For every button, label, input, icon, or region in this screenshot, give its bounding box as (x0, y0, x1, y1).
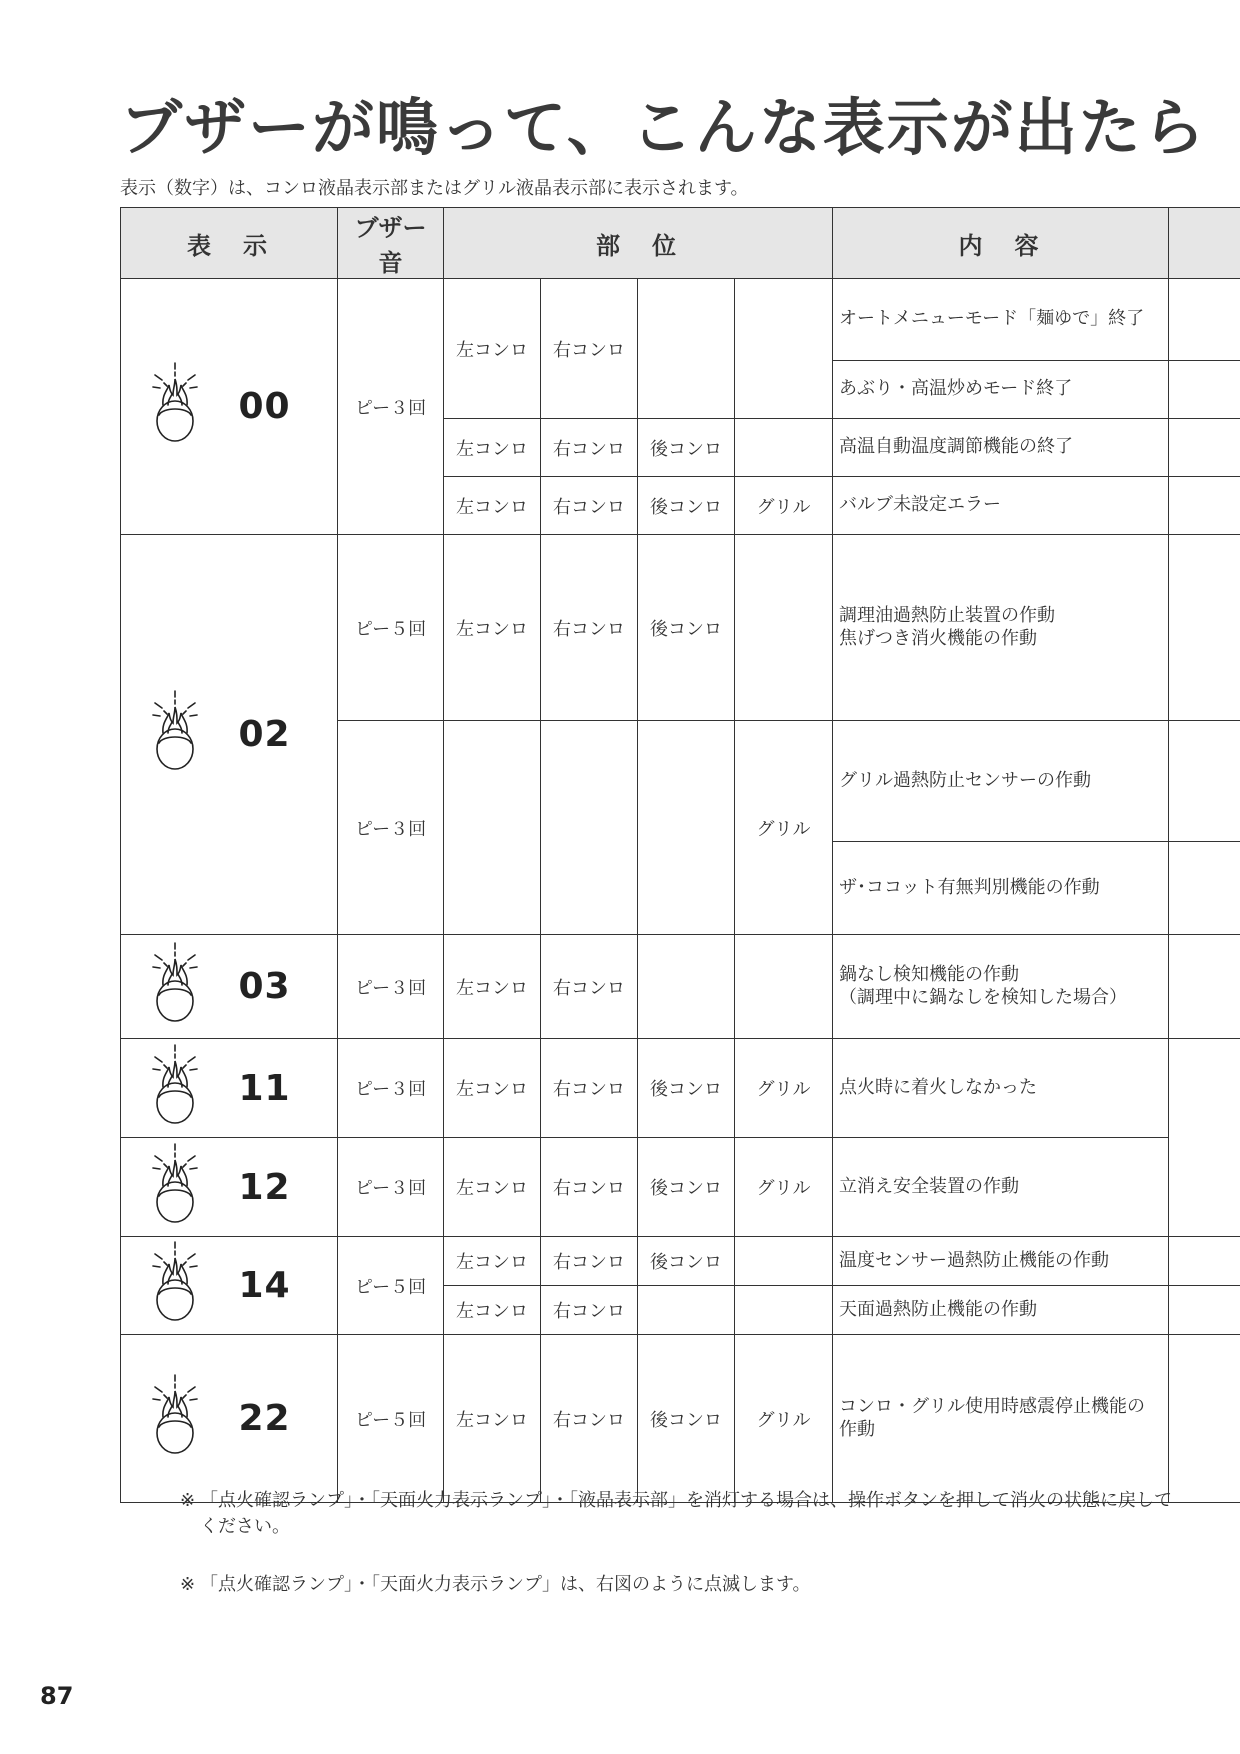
blinking-flame-lamp-icon (149, 1043, 201, 1129)
part-cell: 左コンロ (444, 279, 541, 419)
error-code: 22 (229, 1335, 338, 1503)
error-code: 00 (229, 279, 338, 535)
content-cell: 立消え安全装置の作動 (833, 1138, 1169, 1237)
lamp-cell (121, 279, 229, 535)
footnote-text: 「点火確認ランプ」・「天面火力表示ランプ」・「液晶表示部」を消灯する場合は、操作ボタンを押して消火の状態に戻してください。 (200, 1490, 1172, 1538)
page-title: ブザーが鳴って、こんな表示が出たら (120, 91, 1207, 164)
blinking-flame-lamp-icon (149, 1240, 201, 1326)
header-display: 表 示 (121, 208, 338, 279)
part-cell: 後コンロ (638, 477, 735, 535)
part-cell: 後コンロ (638, 1039, 735, 1138)
header-buzzer: ブザー音 (338, 208, 444, 279)
part-cell: 左コンロ (444, 477, 541, 535)
footnote-mark: ※ (180, 1574, 196, 1595)
part-cell: 左コンロ (444, 419, 541, 477)
part-cell: グリル (735, 721, 833, 935)
content-cell: バルブ未設定エラー (833, 477, 1169, 535)
part-cell (638, 279, 735, 419)
buzzer-cell: ピー５回 (338, 1335, 444, 1503)
buzzer-cell: ピー３回 (338, 1138, 444, 1237)
part-cell: グリル (735, 1039, 833, 1138)
part-cell (735, 279, 833, 419)
extra-cell (1169, 1286, 1240, 1335)
error-code: 03 (229, 935, 338, 1039)
extra-cell (1169, 1335, 1240, 1503)
part-cell: 左コンロ (444, 1039, 541, 1138)
content-cell: 高温自動温度調節機能の終了 (833, 419, 1169, 477)
part-cell: グリル (735, 477, 833, 535)
part-cell: 後コンロ (638, 419, 735, 477)
extra-cell (1169, 477, 1240, 535)
table-row (121, 1039, 1240, 1138)
part-cell: 後コンロ (638, 1138, 735, 1237)
content-cell: あぶり・高温炒めモード終了 (833, 361, 1169, 419)
part-cell: 右コンロ (541, 419, 638, 477)
table-header-row (121, 208, 1240, 279)
part-cell: 右コンロ (541, 279, 638, 419)
lamp-cell (121, 935, 229, 1039)
header-content: 内 容 (833, 208, 1169, 279)
part-cell (638, 935, 735, 1039)
lamp-cell (121, 535, 229, 935)
part-cell: 右コンロ (541, 535, 638, 721)
part-cell: 右コンロ (541, 935, 638, 1039)
header-extra (1169, 208, 1240, 279)
buzzer-cell: ピー３回 (338, 721, 444, 935)
error-code: 11 (229, 1039, 338, 1138)
part-cell: 左コンロ (444, 935, 541, 1039)
lamp-cell (121, 1138, 229, 1237)
part-cell: 右コンロ (541, 1138, 638, 1237)
blinking-flame-lamp-icon (149, 1142, 201, 1228)
footnote (180, 1572, 1180, 1598)
content-cell: 鍋なし検知機能の作動 （調理中に鍋なしを検知した場合） (833, 935, 1169, 1039)
footnote (180, 1488, 1180, 1540)
table-row (121, 1237, 1240, 1286)
part-cell: 後コンロ (638, 535, 735, 721)
content-cell: ザ･ココット有無判別機能の作動 (833, 842, 1169, 935)
error-code-table (120, 207, 1240, 1503)
error-code: 02 (229, 535, 338, 935)
extra-cell (1169, 721, 1240, 842)
part-cell (638, 1286, 735, 1335)
part-cell: 右コンロ (541, 1286, 638, 1335)
blinking-flame-lamp-icon (149, 941, 201, 1027)
part-cell: 右コンロ (541, 477, 638, 535)
buzzer-cell: ピー５回 (338, 1237, 444, 1335)
part-cell: 左コンロ (444, 1335, 541, 1503)
extra-cell (1169, 279, 1240, 361)
page-subtitle: 表示（数字）は、コンロ液晶表示部またはグリル液晶表示部に表示されます。 (120, 178, 749, 199)
footnote-text: 「点火確認ランプ」・「天面火力表示ランプ」は、右図のように点滅します。 (200, 1574, 811, 1595)
table-row (121, 535, 1240, 721)
part-cell (735, 419, 833, 477)
content-cell: 調理油過熱防止装置の作動 焦げつき消火機能の作動 (833, 535, 1169, 721)
extra-cell (1169, 361, 1240, 419)
error-code: 14 (229, 1237, 338, 1335)
part-cell: 左コンロ (444, 1138, 541, 1237)
part-cell (735, 1237, 833, 1286)
buzzer-cell: ピー５回 (338, 535, 444, 721)
buzzer-cell: ピー３回 (338, 279, 444, 535)
part-cell (735, 1286, 833, 1335)
part-cell: 右コンロ (541, 1039, 638, 1138)
lamp-cell (121, 1237, 229, 1335)
part-cell (541, 721, 638, 935)
content-cell: グリル過熱防止センサーの作動 (833, 721, 1169, 842)
content-cell: 天面過熱防止機能の作動 (833, 1286, 1169, 1335)
error-code: 12 (229, 1138, 338, 1237)
part-cell: 左コンロ (444, 1237, 541, 1286)
content-cell: 温度センサー過熱防止機能の作動 (833, 1237, 1169, 1286)
table-row (121, 1335, 1240, 1503)
part-cell: グリル (735, 1335, 833, 1503)
part-cell: グリル (735, 1138, 833, 1237)
extra-cell (1169, 1237, 1240, 1286)
table-row (121, 1138, 1240, 1237)
lamp-cell (121, 1335, 229, 1503)
part-cell: 右コンロ (541, 1335, 638, 1503)
part-cell: 右コンロ (541, 1237, 638, 1286)
buzzer-cell: ピー３回 (338, 1039, 444, 1138)
extra-cell (1169, 1039, 1240, 1237)
blinking-flame-lamp-icon (149, 361, 201, 447)
part-cell: 左コンロ (444, 535, 541, 721)
part-cell (735, 535, 833, 721)
blinking-flame-lamp-icon (149, 1373, 201, 1459)
buzzer-cell: ピー３回 (338, 935, 444, 1039)
blinking-flame-lamp-icon (149, 689, 201, 775)
extra-cell (1169, 535, 1240, 721)
table-row (121, 935, 1240, 1039)
table-row (121, 279, 1240, 361)
extra-cell (1169, 419, 1240, 477)
part-cell (735, 935, 833, 1039)
extra-cell (1169, 842, 1240, 935)
part-cell (638, 721, 735, 935)
content-cell: コンロ・グリル使用時感震停止機能の作動 (833, 1335, 1169, 1503)
extra-cell (1169, 935, 1240, 1039)
footnote-mark: ※ (180, 1490, 196, 1511)
lamp-cell (121, 1039, 229, 1138)
part-cell: 後コンロ (638, 1335, 735, 1503)
part-cell: 後コンロ (638, 1237, 735, 1286)
page-number: 87 (40, 1682, 74, 1710)
part-cell (444, 721, 541, 935)
content-cell: オートメニューモード「麺ゆで」終了 (833, 279, 1169, 361)
header-location: 部 位 (444, 208, 833, 279)
part-cell: 左コンロ (444, 1286, 541, 1335)
content-cell: 点火時に着火しなかった (833, 1039, 1169, 1138)
